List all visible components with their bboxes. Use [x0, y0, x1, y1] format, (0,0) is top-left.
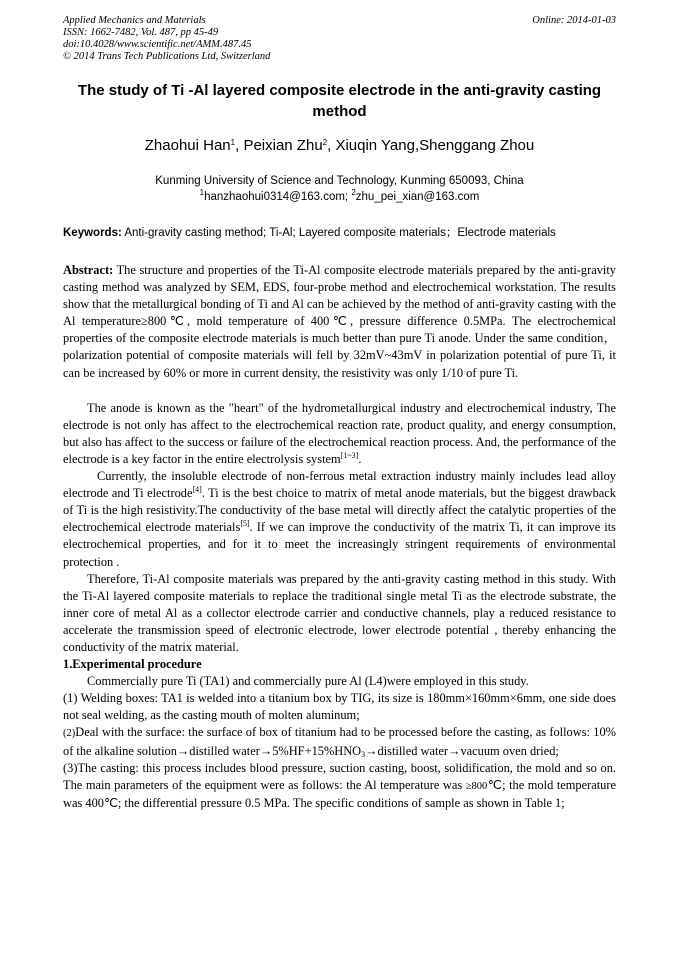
- paragraph-text: →distilled water→vacuum oven dried;: [365, 743, 559, 758]
- paragraph-text: . Ti is the best choice to matrix of metal anode materials, but the biggest drawback of Ti is the high resistivity.The conductivity of the base metal will directly affect the catalytic properties of the electrochemical electrode materials: [63, 486, 616, 535]
- affiliation: [63, 173, 616, 205]
- paragraph-text: Currently, the insoluble electrode of non-ferrous metal extraction industry mainly includes lead alloy electrode and Ti electrode: [63, 469, 616, 501]
- journal-name: Applied Mechanics and Materials: [63, 15, 206, 26]
- paragraph-text: ℃; the mold temperature was 400℃; the differential pressure 0.5 MPa. The specific conditions of sample as shown in Table 1;: [63, 777, 616, 810]
- author-name: Zhaohui Han: [144, 137, 231, 154]
- paragraph-text: Deal with the surface: the surface of box of titanium had to be processed before the casting, as follows: 10% of the alkaline solution→distilled water→5%HF+15%HNO: [63, 725, 616, 758]
- list-number: (2): [63, 728, 76, 740]
- body-paragraph: [63, 400, 616, 468]
- citation: [1~3]: [340, 450, 359, 460]
- author-name: , Peixian Zhu: [235, 137, 323, 154]
- author-name: , Xiuqin Yang,Shenggang Zhou: [327, 137, 535, 154]
- paragraph-text: (3)The casting: this process includes blood pressure, suction casting, boost, solidification, the mold and so on. The main parameters of the equipment were as follows: the Al temperature was: [63, 760, 616, 792]
- author-affil-mark: 2: [322, 138, 328, 147]
- citation: [5]: [240, 519, 250, 529]
- affiliation-institution: Kunming University of Science and Technology, Kunming 650093, China: [155, 175, 524, 187]
- citation: [4]: [192, 485, 202, 495]
- body-paragraph: [63, 760, 616, 812]
- body-paragraph: Therefore, Ti-Al composite materials was prepared by the anti-gravity casting method in this study. With the Ti-Al layered composite materials to replace the traditional single metal Ti as the electrode substrate, the inner core of metal Al as a collector electrode carrier and conductive channels, play a reduced resistance to accelerate the transmission speed of electronic electrode, lower electrode potential , thereby enhancing the conductivity of the matrix material.: [63, 571, 616, 654]
- body-paragraph: (1) Welding boxes: TA1 is welded into a titanium box by TIG, its size is 180mm×160mm×6mm, one side does not seal welding, as the casting mouth of molten aluminum;: [63, 691, 616, 723]
- author-list: [63, 136, 616, 156]
- section-heading: 1.Experimental procedure: [63, 657, 202, 672]
- paragraph-text: ≥800: [465, 780, 488, 792]
- email-address: hanzhaohui0314@163.com;: [204, 191, 352, 203]
- paragraph-text: .: [358, 451, 362, 466]
- journal-header: [63, 15, 616, 63]
- journal-copyright: © 2014 Trans Tech Publications Ltd, Switzerland: [63, 51, 271, 62]
- email-address: zhu_pei_xian@163.com: [355, 191, 480, 203]
- body-paragraph: Commercially pure Ti (TA1) and commercially pure Al (L4)were employed in this study.: [87, 674, 529, 689]
- email-mark: 2: [351, 188, 356, 197]
- abstract-paragraph: [63, 262, 616, 382]
- keywords-label: Keywords:: [63, 227, 122, 239]
- journal-doi: doi:10.4028/www.scientific.net/AMM.487.45: [63, 39, 252, 50]
- paper-title: The study of Ti -Al layered composite electrode in the anti-gravity casting method: [77, 82, 602, 120]
- keywords-text: Anti-gravity casting method; Ti-Al; Layered composite materials；Electrode materials: [121, 227, 556, 239]
- author-affil-mark: 1: [230, 138, 236, 147]
- paragraph-text: . If we can improve the conductivity of the matrix Ti, it can improve its electrochemical properties, and for it to meet the increasingly stringent requirements of environmental protection .: [63, 520, 616, 569]
- email-mark: 1: [199, 188, 205, 197]
- affiliation-emails: [63, 189, 616, 205]
- paper-body: [63, 262, 616, 812]
- online-date: Online: 2014-01-03: [532, 15, 616, 26]
- keywords: [63, 226, 616, 241]
- body-paragraph: [63, 468, 616, 571]
- paragraph-text: The anode is known as the "heart" of the hydrometallurgical industry and electrochemical industry, The electrode is not only has affect to the electrochemical reaction rate, product quality, and energy consumption, but also has affect to the success or failure of the electrochemical reaction process. And, the performance of the electrode is a key factor in the entire electrolysis system: [63, 400, 616, 466]
- journal-issn: ISSN: 1662-7482, Vol. 487, pp 45-49: [63, 27, 219, 38]
- abstract-label: Abstract:: [63, 263, 114, 277]
- abstract-text: The structure and properties of the Ti-Al composite electrode materials prepared by the anti-gravity casting method was analyzed by SEM, EDS, four-probe method and electrochemical workstation. The results show that the metallurgical bonding of Ti and Al can be achieved by the method of anti-gravity casting with the Al temperature≥800℃, mold temperature of 400℃, pressure difference 0.5MPa. The electrochemical properties of the composite electrode materials is much better than pure Ti anode. Under the same condition，polarization potential of composite materials will fell by 32mV~43mV in polarization potential of pure Ti, it can be increased by 60% or more in current density, the resistivity was only 1/10 of pure Ti.: [63, 263, 616, 380]
- subscript: 3: [361, 749, 366, 759]
- body-paragraph: [63, 724, 616, 759]
